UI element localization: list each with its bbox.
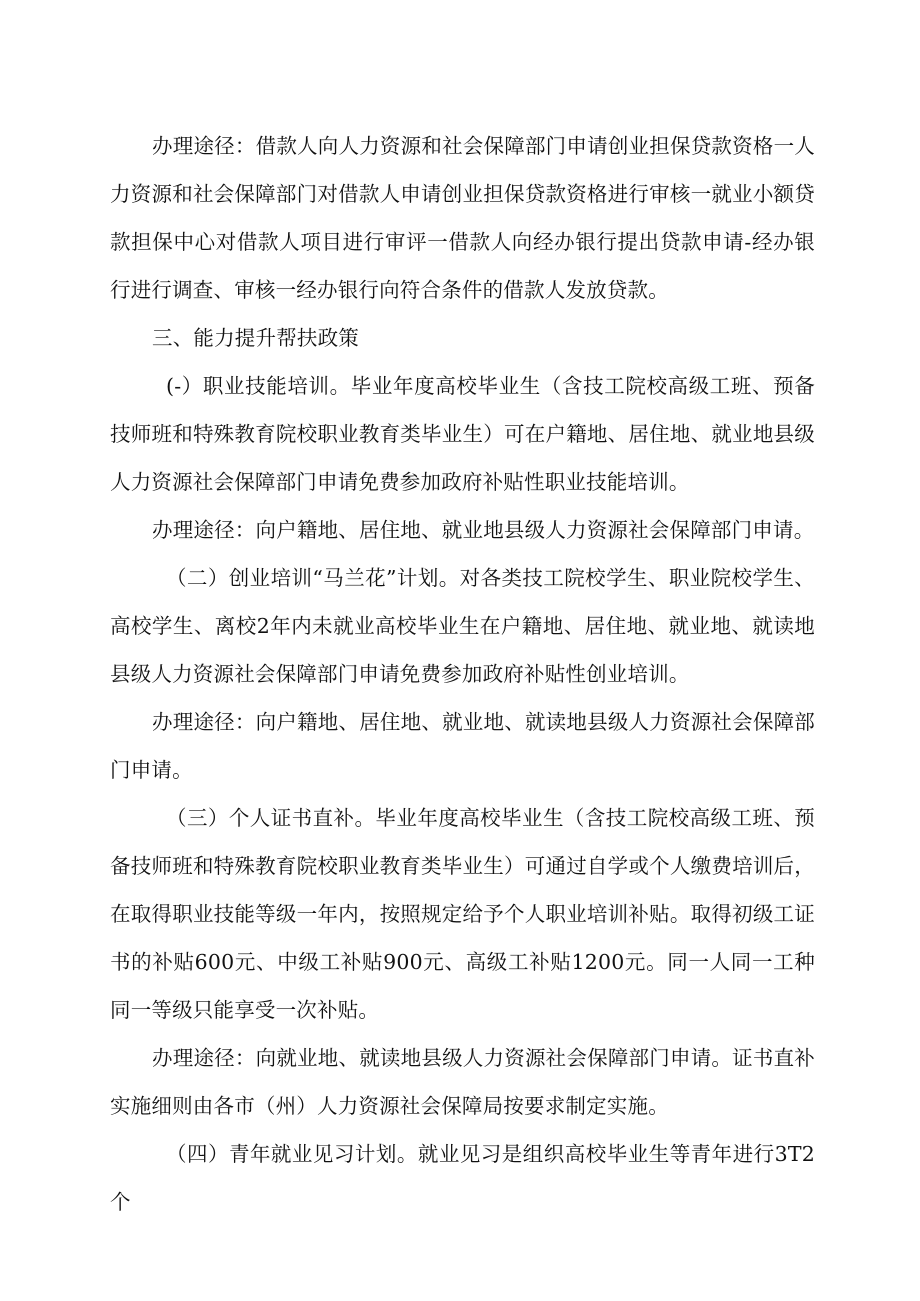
paragraph-application-route-entrepreneurship: 办理途径：向户籍地、居住地、就业地、就读地县级人力资源社会保障部门申请。 — [110, 710, 815, 782]
paragraph-application-route-loan: 办理途径：借款人向人力资源和社会保障部门申请创业担保贷款资格一人力资源和社会保障部门对借款人申请创业担保贷款资格进行审核一就业小额贷款担保中心对借款人项目进行审评一借款人向经办银行提出贷款申请-经办银行进行调查、审核一经办银行向符合条件的借款人发放贷款。 — [110, 134, 815, 302]
paragraph-vocational-skill-training: (-）职业技能培训。毕业年度高校毕业生（含技工院校高级工班、预备技师班和特殊教育院校职业教育类毕业生）可在户籍地、居住地、就业地县级人力资源社会保障部门申请免费参加政府补贴性职业技能培训。 — [110, 374, 815, 494]
paragraph-youth-internship-plan: （四）青年就业见习计划。就业见习是组织高校毕业生等青年进行3T2个 — [110, 1142, 815, 1214]
paragraph-certificate-subsidy: （三）个人证书直补。毕业年度高校毕业生（含技工院校高级工班、预备技师班和特殊教育院校职业教育类毕业生）可通过自学或个人缴费培训后，在取得职业技能等级一年内，按照规定给予个人职业培训补贴。取得初级工证书的补贴600元、中级工补贴900元、高级工补贴1200元。同一人同一工种同一等级只能享受一次补贴。 — [110, 806, 815, 1022]
section-heading-capability-support: 三、能力提升帮扶政策 — [152, 326, 359, 350]
paragraph-application-route-training: 办理途径：向户籍地、居住地、就业地县级人力资源社会保障部门申请。 — [152, 518, 815, 542]
paragraph-application-route-certificate: 办理途径：向就业地、就读地县级人力资源社会保障部门申请。证书直补实施细则由各市（州）人力资源社会保障局按要求制定实施。 — [110, 1046, 815, 1118]
document-body — [110, 122, 815, 1226]
paragraph-entrepreneurship-training: （二）创业培训“马兰花”计划。对各类技工院校学生、职业院校学生、高校学生、离校2年内未就业高校毕业生在户籍地、居住地、就业地、就读地县级人力资源社会保障部门申请免费参加政府补贴性创业培训。 — [110, 566, 815, 686]
